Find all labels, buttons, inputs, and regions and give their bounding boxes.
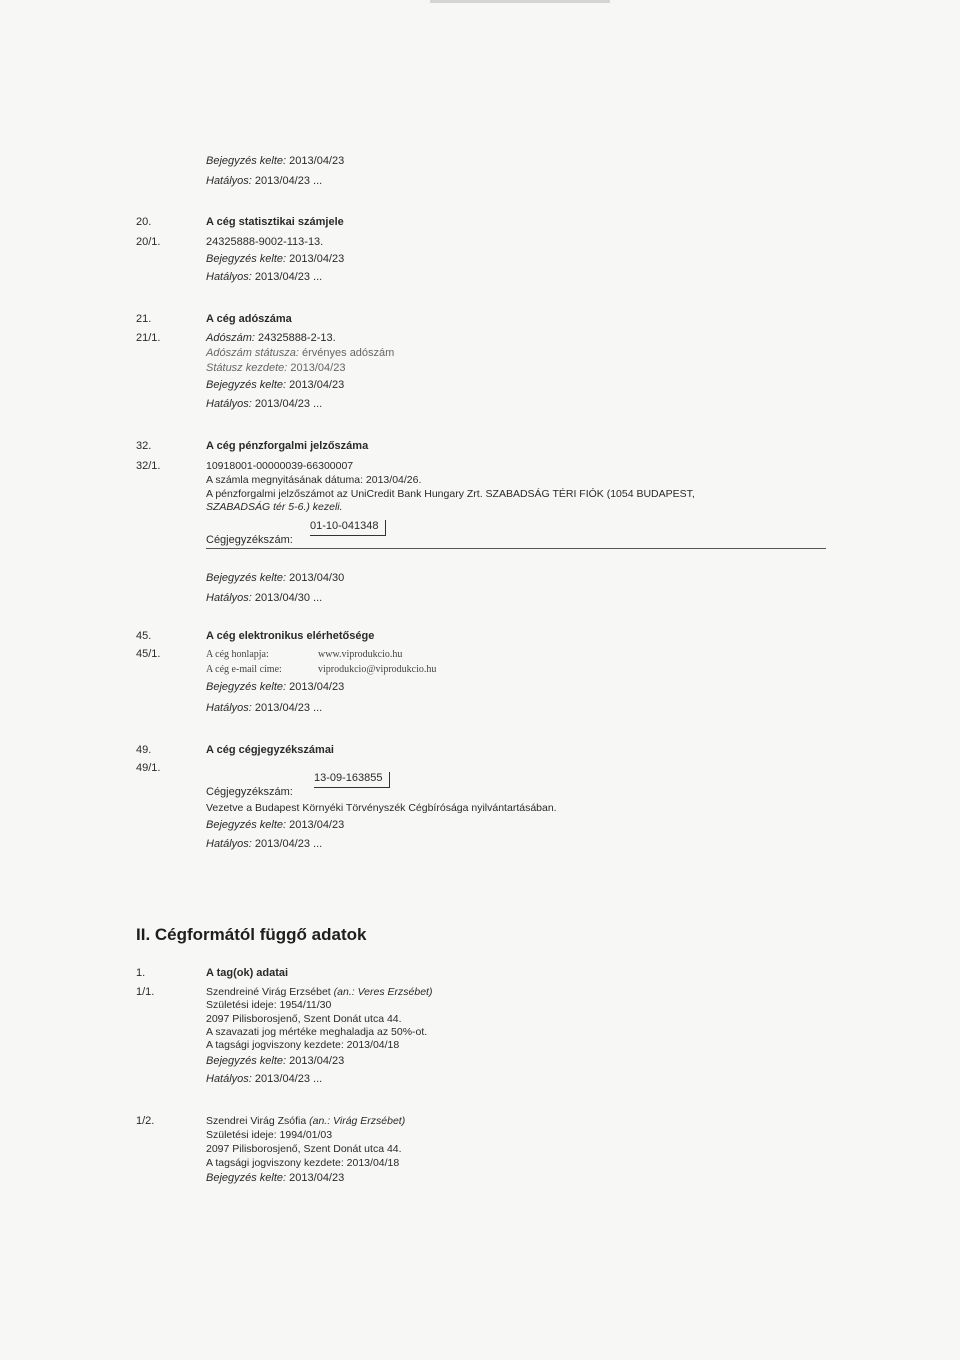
member-name-line: Szendreiné Virág Erzsébet (an.: Veres Erzsébet) xyxy=(206,986,433,998)
bank-address-line: SZABADSÁG tér 5-6.) kezeli. xyxy=(206,501,343,513)
address-line: 2097 Pilisborosjenő, Szent Donát utca 44. xyxy=(206,1013,402,1025)
company-reg-label: Cégjegyzékszám: xyxy=(206,534,293,546)
section-heading: II. Cégformától függő adatok xyxy=(136,925,367,944)
voting-rights-line: A szavazati jog mértéke meghaladja az 50%-ot. xyxy=(206,1026,428,1038)
company-reg-label: Cégjegyzékszám: xyxy=(206,786,293,798)
effective-date-line: Hatályos: 2013/04/23 ... xyxy=(206,271,323,283)
entry-date-line: Bejegyzés kelte: 2013/04/23 xyxy=(206,681,345,693)
membership-start-line: A tagsági jogviszony kezdete: 2013/04/18 xyxy=(206,1157,400,1169)
membership-start-line: A tagsági jogviszony kezdete: 2013/04/18 xyxy=(206,1039,400,1051)
effective-date-line: Hatályos: 2013/04/23 ... xyxy=(206,1073,323,1085)
subsection-number: 49/1. xyxy=(136,762,161,774)
status-start-line: Státusz kezdete: 2013/04/23 xyxy=(206,362,346,374)
section-number: 45. xyxy=(136,630,152,642)
section-title: A tag(ok) adatai xyxy=(206,967,289,979)
section-number: 32. xyxy=(136,440,152,452)
section-number: 49. xyxy=(136,744,152,756)
email-line: A cég e-mail címe: viprodukcio@viprodukcio.hu xyxy=(206,664,437,675)
entry-date-line: Bejegyzés kelte: 2013/04/23 xyxy=(206,253,345,265)
birth-date-line: Születési ideje: 1994/01/03 xyxy=(206,1129,333,1141)
member-name-line: Szendrei Virág Zsófia (an.: Virág Erzsébet) xyxy=(206,1115,406,1127)
effective-date-line: Hatályos: 2013/04/23 ... xyxy=(206,398,323,410)
entry-date-line: Bejegyzés kelte: 2013/04/23 xyxy=(206,1172,345,1184)
company-reg-stamp: 01-10-041348 xyxy=(310,520,386,536)
entry-date-line: Bejegyzés kelte: 2013/04/23 xyxy=(206,1055,345,1067)
account-opening-date: A számla megnyitásának dátuma: 2013/04/26. xyxy=(206,474,422,486)
company-reg-stamp: 13-09-163855 xyxy=(314,772,390,788)
website-line: A cég honlapja: www.viprodukcio.hu xyxy=(206,649,403,660)
subsection-number: 1/1. xyxy=(136,986,155,998)
section-number: 1. xyxy=(136,967,146,979)
section-title: A cég adószáma xyxy=(206,313,292,325)
effective-date-line: Hatályos: 2013/04/23 ... xyxy=(206,175,323,187)
website-value: www.viprodukcio.hu xyxy=(318,649,403,660)
subsection-number: 1/2. xyxy=(136,1115,155,1127)
statistical-number: 24325888-9002-113-13. xyxy=(206,236,324,248)
effective-date-line: Hatályos: 2013/04/30 ... xyxy=(206,592,323,604)
separator-line xyxy=(206,548,826,549)
birth-date-line: Születési ideje: 1954/11/30 xyxy=(206,999,332,1011)
bank-line: A pénzforgalmi jelzőszámot az UniCredit Bank Hungary Zrt. SZABADSÁG TÉRI FIÓK (1054 BUDAPEST, xyxy=(206,488,695,500)
subsection-number: 20/1. xyxy=(136,236,161,248)
section-title: A cég pénzforgalmi jelzőszáma xyxy=(206,440,369,452)
section-number: 21. xyxy=(136,313,152,325)
entry-date-line: Bejegyzés kelte: 2013/04/30 xyxy=(206,572,345,584)
section-number: 20. xyxy=(136,216,152,228)
address-line: 2097 Pilisborosjenő, Szent Donát utca 44. xyxy=(206,1143,402,1155)
subsection-number: 45/1. xyxy=(136,648,161,660)
effective-date-line: Hatályos: 2013/04/23 ... xyxy=(206,702,323,714)
tax-number-line: Adószám: 24325888-2-13. xyxy=(206,332,336,344)
entry-date-line: Bejegyzés kelte: 2013/04/23 xyxy=(206,819,345,831)
court-register-line: Vezetve a Budapest Környéki Törvényszék Cégbírósága nyilvántartásában. xyxy=(206,802,557,814)
effective-date-line: Hatályos: 2013/04/23 ... xyxy=(206,838,323,850)
account-number: 10918001-00000039-66300007 xyxy=(206,460,354,472)
section-title: A cég elektronikus elérhetősége xyxy=(206,630,375,642)
subsection-number: 32/1. xyxy=(136,460,161,472)
tax-status-line: Adószám státusza: érvényes adószám xyxy=(206,347,395,359)
subsection-number: 21/1. xyxy=(136,332,161,344)
scan-edge xyxy=(430,0,610,3)
section-title: A cég statisztikai számjele xyxy=(206,216,344,228)
email-value: viprodukcio@viprodukcio.hu xyxy=(318,664,437,675)
section-title: A cég cégjegyzékszámai xyxy=(206,744,334,756)
entry-date-line: Bejegyzés kelte: 2013/04/23 xyxy=(206,379,345,391)
entry-date-line: Bejegyzés kelte: 2013/04/23 xyxy=(206,155,345,167)
